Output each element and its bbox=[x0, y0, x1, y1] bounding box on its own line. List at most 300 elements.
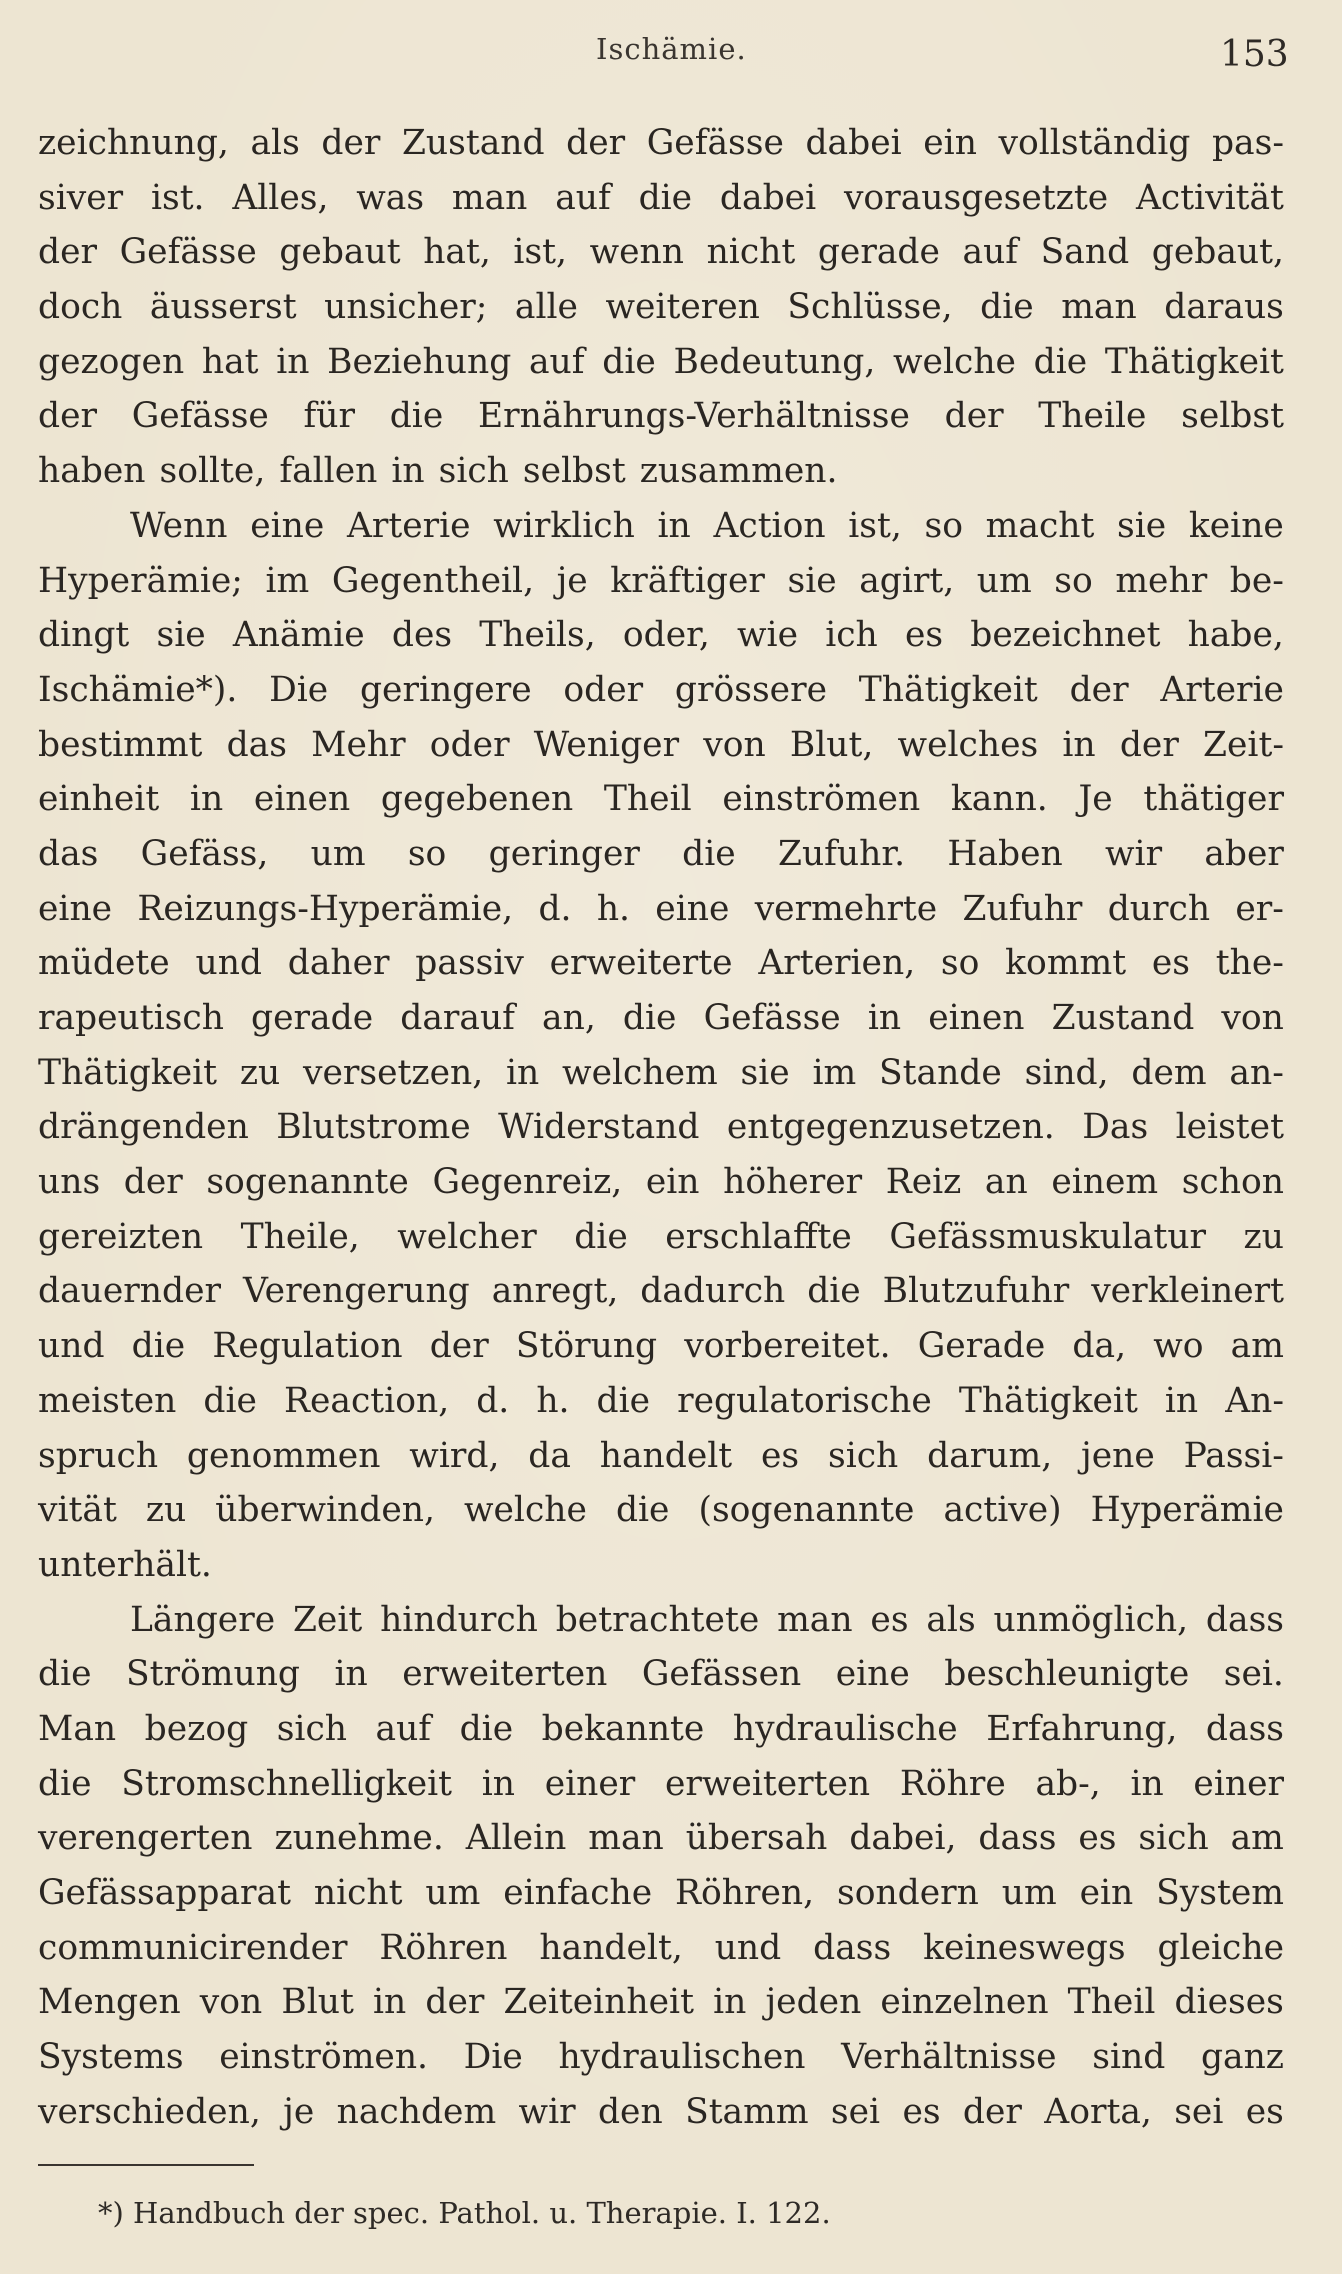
word: Gefässe bbox=[646, 123, 784, 163]
word: je bbox=[283, 2091, 315, 2132]
word: hydraulische bbox=[732, 1708, 958, 1749]
word: Ernährungs-Verhältnisse bbox=[477, 396, 910, 437]
word: Erfahrung, bbox=[986, 1708, 1178, 1749]
word: um bbox=[976, 560, 1032, 601]
text-line bbox=[38, 1921, 1284, 1976]
word: sie bbox=[740, 1052, 790, 1093]
text-line bbox=[38, 1483, 1284, 1538]
word: thätiger bbox=[1143, 779, 1284, 820]
word: sondern bbox=[836, 1873, 979, 1913]
word: sei. bbox=[1223, 1654, 1284, 1695]
word: der bbox=[962, 2091, 1022, 2132]
word: wirklich bbox=[493, 505, 635, 546]
word: haben bbox=[38, 451, 146, 492]
word: Anämie bbox=[232, 615, 365, 656]
word: drängenden bbox=[38, 1107, 249, 1148]
text-line bbox=[38, 1155, 1284, 1210]
word: gerade bbox=[251, 998, 374, 1038]
word: das bbox=[38, 833, 99, 874]
word: Gegentheil, bbox=[331, 560, 535, 601]
text-line bbox=[38, 1100, 1284, 1155]
word: erweiterte bbox=[549, 943, 733, 984]
word: Blut bbox=[281, 1982, 354, 2023]
text-line bbox=[38, 1866, 1284, 1921]
word: auf bbox=[375, 1708, 432, 1749]
text-line bbox=[38, 1210, 1284, 1265]
word: erweiterten bbox=[402, 1654, 608, 1695]
word: Man bbox=[38, 1708, 117, 1749]
word: the- bbox=[1215, 943, 1284, 984]
word: System bbox=[1156, 1873, 1284, 1913]
word: hindurch bbox=[380, 1599, 538, 1640]
word: hydraulischen bbox=[558, 2037, 806, 2078]
word: Aorta, bbox=[1044, 2091, 1152, 2132]
text-line bbox=[38, 608, 1284, 663]
word: dadurch bbox=[640, 1271, 786, 1312]
word: Zeiteinheit bbox=[503, 1982, 694, 2023]
word: gebaut, bbox=[1151, 232, 1284, 273]
word: Arterie bbox=[346, 505, 471, 546]
word: bezog bbox=[144, 1708, 249, 1749]
word: handelt, bbox=[539, 1927, 683, 1968]
word: versetzen, bbox=[303, 1052, 484, 1093]
word: in bbox=[372, 1982, 407, 2023]
word: hat bbox=[201, 341, 259, 382]
word: Allein bbox=[465, 1818, 567, 1859]
word: die bbox=[682, 833, 736, 874]
text-line bbox=[38, 827, 1284, 882]
text-line bbox=[38, 1757, 1284, 1812]
word: als bbox=[250, 123, 300, 163]
word: Die bbox=[463, 2037, 523, 2078]
word: am bbox=[1230, 1818, 1284, 1859]
page-number: 153 bbox=[1220, 34, 1289, 75]
word: dass bbox=[978, 1818, 1057, 1859]
word: Action bbox=[713, 505, 826, 546]
word: gegebenen bbox=[380, 779, 574, 820]
word: in bbox=[1062, 724, 1096, 765]
word: in bbox=[1130, 1763, 1164, 1804]
word: da bbox=[528, 1435, 571, 1476]
word: anregt, bbox=[491, 1271, 619, 1312]
word: der bbox=[425, 1982, 485, 2023]
word: von bbox=[1221, 998, 1284, 1038]
word: wir bbox=[1105, 833, 1163, 874]
word: der bbox=[944, 396, 1004, 437]
word: kann. bbox=[950, 779, 1048, 820]
word: die bbox=[807, 1271, 861, 1312]
word: die bbox=[622, 998, 677, 1038]
word: vität bbox=[38, 1490, 117, 1531]
word: für bbox=[303, 396, 356, 437]
word: die bbox=[615, 1490, 670, 1531]
word: Theils, bbox=[479, 615, 596, 656]
word: habe, bbox=[1187, 615, 1284, 656]
word: ganz bbox=[1200, 2037, 1284, 2078]
word: Gefäss, bbox=[140, 833, 269, 874]
word: überwinden, bbox=[215, 1490, 435, 1531]
word: beschleunigte bbox=[944, 1654, 1190, 1695]
word: auf bbox=[555, 177, 611, 218]
word: Weniger bbox=[533, 724, 680, 765]
word: von bbox=[703, 724, 766, 765]
word: zeichnung, bbox=[38, 123, 229, 163]
text-line bbox=[38, 936, 1284, 991]
text-line bbox=[38, 1975, 1284, 2030]
word: Röhren, bbox=[675, 1873, 815, 1913]
word: der bbox=[38, 232, 97, 273]
word: der bbox=[566, 123, 626, 163]
word: sind, bbox=[1024, 1052, 1109, 1093]
word: Gerade bbox=[917, 1326, 1046, 1367]
word: in bbox=[657, 505, 691, 546]
word: Sand bbox=[1040, 232, 1130, 273]
word: Theil bbox=[603, 779, 692, 820]
word: kommt bbox=[1005, 943, 1127, 984]
word: so bbox=[407, 833, 447, 874]
word: im bbox=[812, 1052, 857, 1093]
word: selbst bbox=[522, 451, 626, 492]
word: Zufuhr. bbox=[777, 833, 906, 874]
text-line bbox=[38, 991, 1284, 1046]
word: Das bbox=[1082, 1107, 1149, 1148]
text-line bbox=[38, 2085, 1284, 2140]
word: ein bbox=[645, 1162, 700, 1203]
word: so bbox=[924, 505, 963, 546]
word: in bbox=[189, 779, 224, 820]
word: wird, bbox=[409, 1435, 500, 1476]
body-text bbox=[38, 116, 1284, 2139]
word: nachdem bbox=[336, 2091, 497, 2132]
word: übersah bbox=[685, 1818, 828, 1859]
word: einströmen bbox=[722, 779, 921, 820]
word: einströmen. bbox=[219, 2037, 429, 2078]
word: welches bbox=[897, 724, 1039, 765]
word: entgegenzusetzen. bbox=[726, 1107, 1055, 1148]
word: und bbox=[714, 1927, 782, 1968]
word: erweiterten bbox=[664, 1763, 871, 1804]
word: Blutstrome bbox=[276, 1107, 471, 1148]
word: siver bbox=[38, 177, 124, 218]
word: gereizten bbox=[38, 1216, 204, 1257]
word: meisten bbox=[38, 1380, 177, 1421]
word: Schlüsse, bbox=[787, 287, 953, 328]
word: Thätigkeit bbox=[958, 1380, 1138, 1421]
word: ab-, bbox=[1035, 1763, 1101, 1804]
text-line bbox=[38, 663, 1284, 718]
word: Zustand bbox=[1051, 998, 1195, 1038]
word: Stande bbox=[879, 1052, 1002, 1093]
word: leistet bbox=[1175, 1107, 1284, 1148]
word: schon bbox=[1181, 1162, 1284, 1203]
word: als bbox=[926, 1599, 976, 1640]
word: active) bbox=[943, 1490, 1062, 1531]
word: in bbox=[391, 451, 425, 492]
word: um bbox=[310, 833, 366, 874]
word: Thätigkeit bbox=[38, 1052, 218, 1093]
word: das bbox=[226, 724, 287, 765]
word: an, bbox=[542, 998, 596, 1038]
text-line bbox=[38, 1811, 1284, 1866]
word: verengerten bbox=[38, 1818, 253, 1859]
text-line bbox=[38, 335, 1284, 390]
word: Passi- bbox=[1183, 1435, 1284, 1476]
text-line bbox=[38, 554, 1284, 609]
word: einem bbox=[1051, 1162, 1159, 1203]
text-line bbox=[38, 280, 1284, 335]
word: An- bbox=[1225, 1380, 1284, 1421]
word: welcher bbox=[397, 1216, 537, 1257]
word: wo bbox=[1153, 1326, 1204, 1367]
word: Theile bbox=[1038, 396, 1147, 437]
word: Arterien, bbox=[758, 943, 916, 984]
text-line bbox=[38, 2030, 1284, 2085]
word: so bbox=[1054, 560, 1093, 601]
word: oder bbox=[429, 724, 510, 765]
word: dieses bbox=[1174, 1982, 1284, 2023]
word: ist. bbox=[150, 177, 205, 218]
word: Längere bbox=[130, 1599, 276, 1640]
word: betrachtete bbox=[555, 1599, 760, 1640]
footnote: *) Handbuch der spec. Pathol. u. Therapie. I. 122. bbox=[98, 2196, 831, 2230]
word: gleiche bbox=[1157, 1927, 1284, 1968]
word: Reiz bbox=[885, 1162, 962, 1203]
word: Haben bbox=[947, 833, 1063, 874]
word: d. bbox=[476, 1380, 510, 1421]
word: Reaction, bbox=[284, 1380, 450, 1421]
word: in bbox=[713, 1982, 747, 2023]
word: Verhältnisse bbox=[841, 2037, 1057, 2078]
text-line bbox=[38, 225, 1284, 280]
word: ein bbox=[1079, 1873, 1134, 1913]
word: er- bbox=[1235, 888, 1284, 929]
word: Stromschnelligkeit bbox=[121, 1763, 453, 1804]
text-line bbox=[38, 1538, 1284, 1593]
word: einer bbox=[544, 1763, 636, 1804]
word: verschieden, bbox=[38, 2091, 261, 2132]
word: Blutzufuhr bbox=[882, 1271, 1070, 1312]
word: einheit bbox=[38, 779, 160, 820]
word: Thätigkeit bbox=[1104, 341, 1284, 382]
word: Verengerung bbox=[242, 1271, 470, 1312]
word: die bbox=[602, 341, 656, 382]
text-line bbox=[38, 1319, 1284, 1374]
word: sollte, bbox=[159, 451, 266, 492]
word: so bbox=[940, 943, 980, 984]
word: jeden bbox=[765, 1982, 862, 2023]
word: ist, bbox=[513, 232, 567, 273]
word: der bbox=[429, 1326, 489, 1367]
word: Stamm bbox=[685, 2091, 809, 2132]
word: vorbereitet. bbox=[684, 1326, 891, 1367]
word: keine bbox=[1188, 505, 1284, 546]
word: bezeichnet bbox=[970, 615, 1161, 656]
word: ich bbox=[825, 615, 878, 656]
page-header bbox=[0, 24, 1342, 84]
word: den bbox=[597, 2091, 663, 2132]
word: Röhren bbox=[379, 1927, 508, 1968]
word: Röhre bbox=[899, 1763, 1006, 1804]
word: aber bbox=[1204, 833, 1284, 874]
word: dabei bbox=[719, 177, 817, 218]
word: Theil bbox=[1067, 1982, 1156, 2023]
text-line bbox=[38, 171, 1284, 226]
word: vermehrte bbox=[754, 888, 938, 929]
word: unsicher; bbox=[324, 287, 488, 328]
word: nicht bbox=[313, 1873, 403, 1913]
word: es bbox=[1245, 2091, 1284, 2132]
word: im bbox=[265, 560, 310, 601]
word: vorausgesetzte bbox=[843, 177, 1109, 218]
word: geringer bbox=[488, 833, 640, 874]
word: weiteren bbox=[605, 287, 760, 328]
word: in bbox=[334, 1654, 368, 1695]
word: sei bbox=[1174, 2091, 1224, 2132]
word: mehr bbox=[1115, 560, 1208, 601]
footnote-rule bbox=[38, 2164, 254, 2166]
word: Bedeutung, bbox=[673, 341, 876, 382]
word: in bbox=[1164, 1380, 1199, 1421]
word: Alles, bbox=[232, 177, 329, 218]
word: Zustand bbox=[401, 123, 545, 163]
word: gezogen bbox=[38, 341, 185, 382]
word: die bbox=[203, 1380, 257, 1421]
word: am bbox=[1230, 1326, 1284, 1367]
word: und bbox=[195, 943, 262, 984]
word: fallen bbox=[279, 451, 378, 492]
word: welchem bbox=[562, 1052, 718, 1093]
word: erschlaffte bbox=[665, 1216, 852, 1257]
word: der bbox=[1119, 724, 1179, 765]
word: zu bbox=[145, 1490, 187, 1531]
word: Zeit- bbox=[1203, 724, 1284, 765]
paragraph-start-line bbox=[38, 1593, 1284, 1648]
word: dass bbox=[1205, 1708, 1284, 1749]
text-line bbox=[38, 1429, 1284, 1484]
word: Ischämie*). bbox=[38, 669, 238, 710]
word: Widerstand bbox=[498, 1107, 700, 1148]
word: daraus bbox=[1164, 287, 1284, 328]
word: die bbox=[459, 1708, 514, 1749]
word: h. bbox=[536, 1380, 570, 1421]
word: sich bbox=[1138, 1818, 1209, 1859]
word: genommen bbox=[186, 1435, 381, 1476]
word: darum, bbox=[927, 1435, 1053, 1476]
word: eine bbox=[835, 1654, 910, 1695]
word: man bbox=[451, 177, 528, 218]
paragraph-start-line bbox=[38, 499, 1284, 554]
word: auf bbox=[528, 341, 585, 382]
word: es bbox=[902, 2091, 941, 2132]
word: sich bbox=[438, 451, 509, 492]
text-line bbox=[38, 1046, 1284, 1101]
text-line bbox=[38, 1647, 1284, 1702]
word: Theile, bbox=[240, 1216, 360, 1257]
word: agirt, bbox=[859, 560, 955, 601]
text-line bbox=[38, 1374, 1284, 1429]
word: eine bbox=[655, 888, 730, 929]
word: an- bbox=[1229, 1052, 1284, 1093]
word: dabei bbox=[805, 123, 902, 163]
word: Wenn bbox=[130, 505, 228, 546]
word: daher bbox=[287, 943, 390, 984]
word: Zufuhr bbox=[962, 888, 1083, 929]
word: jene bbox=[1081, 1435, 1155, 1476]
word: wir bbox=[518, 2091, 576, 2132]
word: (sogenannte bbox=[698, 1490, 915, 1531]
word: be- bbox=[1229, 560, 1284, 601]
word: Regulation bbox=[212, 1326, 403, 1367]
word: sind bbox=[1092, 2037, 1166, 2078]
word: sei bbox=[830, 2091, 881, 2132]
word: Reizungs-Hyperämie, bbox=[137, 888, 514, 929]
word: die bbox=[38, 1763, 92, 1804]
word: Mehr bbox=[311, 724, 406, 765]
word: des bbox=[391, 615, 453, 656]
word: d. bbox=[538, 888, 572, 929]
word: rapeutisch bbox=[38, 998, 224, 1038]
word: in bbox=[867, 998, 902, 1038]
word: spruch bbox=[38, 1435, 159, 1476]
word: Gefässapparat bbox=[38, 1873, 291, 1913]
word: Störung bbox=[515, 1326, 658, 1367]
running-title: Ischämie. bbox=[596, 32, 747, 66]
word: eine bbox=[250, 505, 325, 546]
word: und bbox=[38, 1326, 105, 1367]
word: die bbox=[38, 1654, 92, 1695]
text-line bbox=[38, 718, 1284, 773]
word: ist, bbox=[848, 505, 902, 546]
word: in bbox=[481, 1763, 515, 1804]
word: je bbox=[556, 560, 588, 601]
word: Gefässmuskulatur bbox=[889, 1216, 1207, 1257]
word: welche bbox=[893, 341, 1016, 382]
word: man bbox=[1061, 287, 1137, 328]
word: Activität bbox=[1135, 177, 1284, 218]
word: sich bbox=[276, 1708, 347, 1749]
word: communicirender bbox=[38, 1927, 348, 1968]
word: macht bbox=[985, 505, 1095, 546]
word: um bbox=[425, 1873, 481, 1913]
word: wenn bbox=[589, 232, 684, 273]
word: wie bbox=[737, 615, 798, 656]
text-line bbox=[38, 1264, 1284, 1319]
word: hat, bbox=[423, 232, 491, 273]
word: Die bbox=[269, 669, 329, 710]
word: die bbox=[574, 1216, 628, 1257]
word: sogenannte bbox=[206, 1162, 409, 1203]
word: grössere bbox=[674, 669, 828, 710]
word: man bbox=[777, 1599, 853, 1640]
word: der bbox=[1069, 669, 1129, 710]
word: Gefässe bbox=[119, 232, 257, 273]
word: h. bbox=[596, 888, 630, 929]
word: einen bbox=[253, 779, 351, 820]
word: Gegenreiz, bbox=[432, 1162, 623, 1203]
word: Beziehung bbox=[327, 341, 512, 382]
word: geringere bbox=[359, 669, 532, 710]
word: der bbox=[123, 1162, 183, 1203]
word: die bbox=[980, 287, 1034, 328]
word: die bbox=[596, 1380, 651, 1421]
word: Blut, bbox=[789, 724, 874, 765]
word: Mengen bbox=[38, 1982, 181, 2023]
word: oder bbox=[563, 669, 644, 710]
word: die bbox=[389, 396, 444, 437]
word: kräftiger bbox=[610, 560, 765, 601]
word: Gefässe bbox=[131, 396, 269, 437]
word: es bbox=[870, 1599, 909, 1640]
